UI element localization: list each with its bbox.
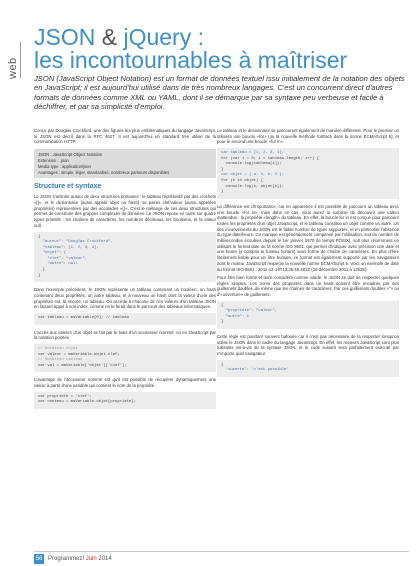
right-column <box>217 128 399 382</box>
info-box <box>34 149 216 178</box>
code-line: // Notation objet <box>38 347 78 352</box>
right-paragraph: Le tableau et le dictionnaire se parcourent également de manière différente. Pour le premier on utilisera une boucle «for» (ou la nouvelle méthode forEach dans la norme ECMAScript 5), et pour le second une boucle «for in». <box>217 128 399 145</box>
code-line: "tableau": [1, 2, 3, 4], <box>38 245 99 250</box>
code-line: "autre": 1 <box>221 314 250 319</box>
code-line: for (k in objet) { <box>221 179 264 184</box>
code-line: for (var i = 0; i < tableau.length; i++) { <box>221 156 320 161</box>
info-line: JSON : JavaScript Object Notation <box>38 152 103 158</box>
code-line: "auteur": "Douglas Crockford", <box>38 240 113 245</box>
left-paragraph: L'accès aux valeurs d'un objet se fait par le biais d'un accesseur nommé, ou en JavaScript par la notation pointée. <box>34 329 216 341</box>
code-block <box>217 301 399 329</box>
magazine-name: Programmez! <box>48 556 85 562</box>
issue-month: Juin <box>85 556 97 562</box>
code-line: { <box>221 362 224 367</box>
code-line: { <box>221 303 224 308</box>
code-block <box>34 232 216 283</box>
code-line: } <box>221 320 224 325</box>
title-amp: & <box>95 24 124 50</box>
info-line: Media type : application/json <box>38 163 91 169</box>
code-line: // Notation tableau <box>38 358 83 363</box>
code-line: var tableau = maVariable[0]; // tableau <box>38 316 130 321</box>
issue-year: 2014 <box>98 556 112 562</box>
right-paragraph: La différence est d'importance, car en apparence il est possible de parcourir un tableau avec une boucle «for in», mais dans ce cas, vous aurez la surprise de découvrir une valeur inattendue : la propriété «length» du tableau. En effet, la boucle for in est conçue pour parcourir toutes les propriétés d'un objet JavaScript, et le tableau constitue un objet comme un autre. Un des inconvénients du JSON est le faible nombre de types supportés, et en particulier l'absence du type date/heure. Ce manque est généralement compensé par l'utilisation, soit du nombre de millisecondes écoulées depuis le 1er janvier 1970 (le temps POSIX), soit plus récemment en utilisant le format date de la norme ISO 8601, qui permet d'indiquer avec précision une date et une heure (y compris le fuseau horaire) sous forme de chaîne de caractères. En plus d'être facilement lisible pour un être humain, ce format est également supporté par les navigateurs dont le moteur JavaScript respecte la nouvelle norme ECMAScript 5. Voici un exemple de date au format ISO 8601 : 2011-12-19T13:26:48.482Z (19 décembre 2011 à 13h26). <box>217 203 399 272</box>
code-block <box>217 148 399 199</box>
page-number: 56 <box>35 556 43 562</box>
code-line: var val = maVariable['objet']['clef']; <box>38 363 127 368</box>
left-paragraph: L'avantage de l'accesseur nommé est qu'il est possible de récupérer dynamiquement une valeur à partir d'une variable qui contient le nom de la propriété. <box>34 377 216 389</box>
section-tab <box>6 42 21 78</box>
title-jquery: jQuery : <box>123 24 204 50</box>
left-paragraph: Dans l'exemple précédent, le JSON représente un tableau contenant un booléen, un hash contenant deux propriétés, un autre tableau, et à nouveau un hash dont la valeur d'une des propriétés est, là encore, un tableau. On accède à chacune de ces valeurs d'un tableau JSON en faisant appel à son index, comme on le ferait dans le parcourt des tableaux informatiques. <box>34 287 216 310</box>
code-line: { <box>38 234 41 239</box>
code-line: var contenu = maVariable.objet[propriete]; <box>38 400 137 405</box>
left-intro: Conçu par Douglas Crockford, une des figures les plus emblématiques du langage JavaScript, le JSON est décrit dans la RFC 4627. Il est aujourd'hui un standard très utilisé de la communication HTTP. <box>34 128 216 145</box>
code-line: "clef": "valeur", <box>38 256 88 261</box>
code-line: var objet = { a: 1, b: 2 }; <box>221 173 285 178</box>
code-line: var propriete = 'clef'; <box>38 394 92 399</box>
code-line: console.log(tableau[i]); <box>221 162 282 167</box>
code-block <box>34 344 216 372</box>
code-line: var tableau = [1, 2, 3, 4]; <box>221 151 285 156</box>
code-line: 'ouverte': 'c'est possible' <box>221 368 289 373</box>
left-paragraph: Le JSON s'articule autour de deux structures primaires : le tableau représenté par des crochets «[]», et le dictionnaire (aussi appelé objet ou hash) ou paires clef/valeur (aussi appelées propriétés) représentées par des accolades «{}». C'est le mélange de ces deux structures qui permet de construire des grappes complexes de données. Le JSON repose en outre sur quatre types primitifs : les chaînes de caractères, les nombres décimaux, les booléens, et la valeur null. <box>34 194 216 228</box>
code-line: "propriete": "valeur", <box>221 309 278 314</box>
info-line: Avantages : simple, léger, standardisé, nombreux parseurs disponibles <box>38 169 170 175</box>
code-line: console.log(k, objet[k]); <box>221 184 285 189</box>
right-paragraph: Cette règle est pourtant souvent bafouée car il n'est pas nécessaire de la respecter lorsqu'on utilise le JSON dans le cadre du langage JavaScript. En effet, les moteurs JavaScript sont plus tolérants vis-à-vis de la syntaxe JSON, et le code suivant sera parfaitement exécuté par n'importe quel navigateur. <box>217 333 399 357</box>
footer-rule <box>34 551 409 552</box>
section-heading: Structure et syntaxe <box>34 183 102 191</box>
section-tab-label: web <box>7 57 19 79</box>
code-line: } <box>221 190 224 195</box>
code-line: "autre": null <box>38 262 78 267</box>
code-block <box>34 313 216 325</box>
info-line: Extension : .json <box>38 157 69 163</box>
title-json: JSON <box>34 24 96 50</box>
left-column <box>34 128 216 414</box>
code-line: } <box>38 273 41 278</box>
magazine-footer <box>48 554 112 564</box>
code-block <box>217 360 399 377</box>
article-lede: JSON (JavaScript Object Notation) est un format de données textuel issu initialement de la notation des objets en JavaScript; il est aujourd'hui utilisé dans de très nombreux langages. C'est un concurrent direct d'autres formats de données comme XML ou YAML, dont il se démarque par sa syntaxe peu verbeuse et facile à déchiffrer, et par sa simplicité d'emploi. <box>34 74 405 111</box>
article-title <box>34 26 409 72</box>
right-paragraph: Pour être bien formé et donc considéré comme valide, le JSON se doit de respecter quelques règles simples. Les noms des propriétés dans un hash doivent être encadrés par des guillemets doubles, de même que les chaînes de caractères. Par ces guillemets doubles «"» ou d'«ouverture» de guillemets. <box>217 274 399 297</box>
code-line: } <box>38 268 46 273</box>
code-line: } <box>221 167 224 172</box>
code-line: "objet": { <box>38 251 67 256</box>
code-line: var valeur = maVariable.objet.clef; <box>38 352 120 357</box>
code-block <box>34 392 216 409</box>
title-line2: les incontournables à maîtriser <box>34 47 348 73</box>
